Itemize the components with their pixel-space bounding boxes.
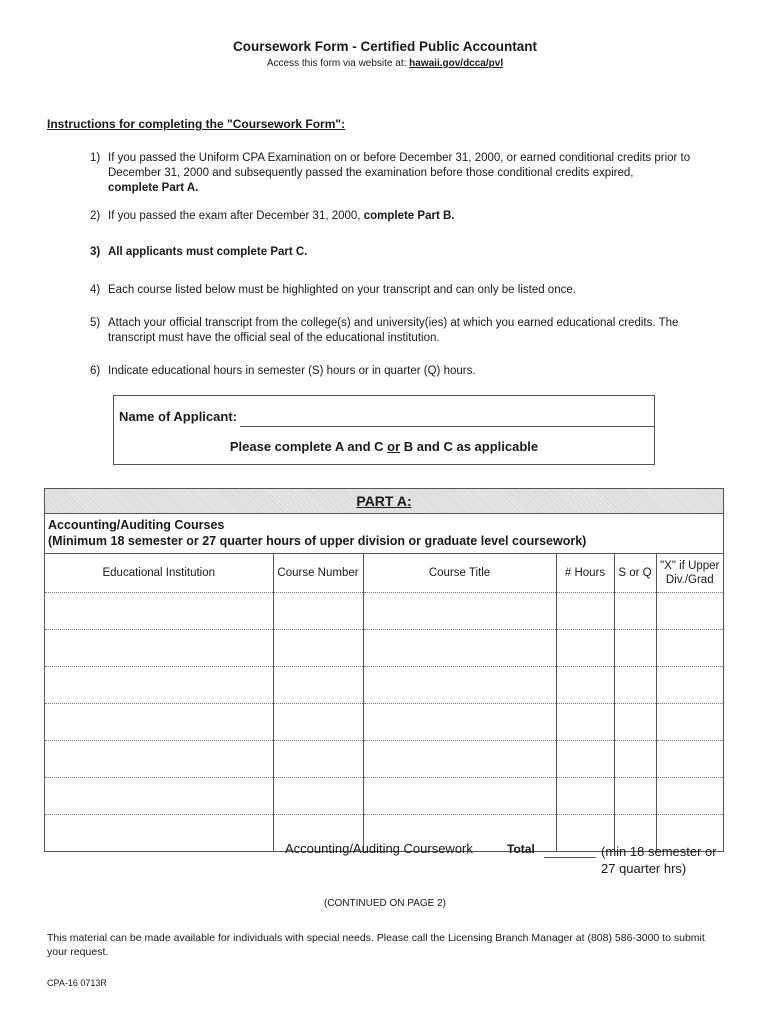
table-cell[interactable] <box>614 704 656 741</box>
table-cell[interactable] <box>656 630 723 667</box>
table-cell[interactable] <box>556 741 614 778</box>
table-cell[interactable] <box>45 667 273 704</box>
table-cell[interactable] <box>614 778 656 815</box>
form-code: CPA-16 0713R <box>47 978 107 988</box>
table-cell[interactable] <box>45 704 273 741</box>
instruction-item-2 <box>90 209 710 224</box>
table-row <box>45 630 723 667</box>
total-hours-field[interactable] <box>544 857 596 858</box>
col-header-s-or-q: S or Q <box>614 554 656 593</box>
table-cell[interactable] <box>363 741 556 778</box>
item-number: 5) <box>90 317 101 329</box>
table-cell[interactable] <box>614 667 656 704</box>
col-header-hours: # Hours <box>556 554 614 593</box>
item-text: If you passed the exam after December 31, 2000, complete Part B. <box>108 210 455 222</box>
item-text: Each course listed below must be highlighted on your transcript and can only be listed once. <box>108 284 576 296</box>
table-row <box>45 593 723 630</box>
part-a-section <box>44 488 724 852</box>
form-title: Coursework Form - Certified Public Accountant <box>232 39 538 54</box>
col-header-upper-division: "X" if Upper Div./Grad <box>656 554 723 593</box>
instruction-item-4 <box>90 283 710 298</box>
table-cell[interactable] <box>656 741 723 778</box>
table-cell[interactable] <box>556 778 614 815</box>
item-number: 3) <box>90 246 101 258</box>
total-word: Total <box>507 842 535 856</box>
table-cell[interactable] <box>556 704 614 741</box>
applicant-label: Name of Applicant: <box>119 409 237 424</box>
table-cell[interactable] <box>556 593 614 630</box>
table-cell[interactable] <box>45 741 273 778</box>
table-header-row <box>45 554 723 593</box>
table-cell[interactable] <box>614 593 656 630</box>
table-row <box>45 704 723 741</box>
table-cell[interactable] <box>556 667 614 704</box>
table-cell[interactable] <box>45 593 273 630</box>
instruction-item-5 <box>90 316 710 346</box>
table-cell[interactable] <box>45 815 273 852</box>
table-cell[interactable] <box>656 778 723 815</box>
applicant-note: Please complete A and C or B and C as applicable <box>229 439 539 454</box>
table-cell[interactable] <box>363 704 556 741</box>
item-text: Attach your official transcript from the college(s) and university(ies) at which you earned educational credits. The transcript must have the official seal of the educational institution. <box>108 317 679 344</box>
table-cell[interactable] <box>363 593 556 630</box>
col-header-institution: Educational Institution <box>45 554 273 593</box>
table-cell[interactable] <box>273 741 363 778</box>
col-header-course-number: Course Number <box>273 554 363 593</box>
table-cell[interactable] <box>273 778 363 815</box>
instruction-item-1 <box>90 151 710 196</box>
instruction-item-6 <box>90 364 710 379</box>
table-cell[interactable] <box>273 593 363 630</box>
table-cell[interactable] <box>656 667 723 704</box>
total-minimum-note: (min 18 semester or 27 quarter hrs) <box>601 844 717 876</box>
table-cell[interactable] <box>656 704 723 741</box>
table-cell[interactable] <box>363 667 556 704</box>
item-text: All applicants must complete Part C. <box>108 246 308 258</box>
table-cell[interactable] <box>273 704 363 741</box>
table-cell[interactable] <box>614 741 656 778</box>
item-number: 4) <box>90 284 101 296</box>
part-a-header: PART A: <box>45 489 723 514</box>
applicant-name-field[interactable] <box>240 426 654 427</box>
item-number: 6) <box>90 365 101 377</box>
access-prefix: Access this form via website at: <box>266 58 407 69</box>
table-cell[interactable] <box>556 630 614 667</box>
table-cell[interactable] <box>273 630 363 667</box>
instruction-item-3 <box>90 245 710 260</box>
access-line <box>0 58 770 69</box>
col-header-course-title: Course Title <box>363 554 556 593</box>
item-number: 1) <box>90 152 101 164</box>
table-cell[interactable] <box>45 778 273 815</box>
instructions-heading: Instructions for completing the "Coursework Form": <box>47 117 346 131</box>
table-cell[interactable] <box>45 630 273 667</box>
total-label: Accounting/Auditing Coursework <box>285 841 473 856</box>
coursework-table <box>45 554 723 851</box>
item-number: 2) <box>90 210 101 222</box>
part-a-subtitle: Accounting/Auditing Courses (Minimum 18 semester or 27 quarter hours of upper division or graduate level coursework) <box>45 514 723 554</box>
table-cell[interactable] <box>363 630 556 667</box>
table-row <box>45 667 723 704</box>
item-text: If you passed the Uniform CPA Examination on or before December 31, 2000, or earned conditional credits prior to December 31, 2000 and subsequently passed the examination before those conditional credits expired, complete Part A. <box>108 152 691 194</box>
table-row <box>45 741 723 778</box>
table-cell[interactable] <box>614 630 656 667</box>
website-link[interactable]: hawaii.gov/dcca/pvl <box>409 58 504 69</box>
applicant-box <box>113 395 655 465</box>
continued-note: (CONTINUED ON PAGE 2) <box>323 898 447 909</box>
table-cell[interactable] <box>656 593 723 630</box>
special-needs-note: This material can be made available for individuals with special needs. Please call the Licensing Branch Manager at (808) 586-3000 to submit your request. <box>47 932 705 958</box>
table-cell[interactable] <box>273 667 363 704</box>
item-text: Indicate educational hours in semester (S) hours or in quarter (Q) hours. <box>108 365 476 377</box>
table-cell[interactable] <box>363 778 556 815</box>
table-row <box>45 778 723 815</box>
